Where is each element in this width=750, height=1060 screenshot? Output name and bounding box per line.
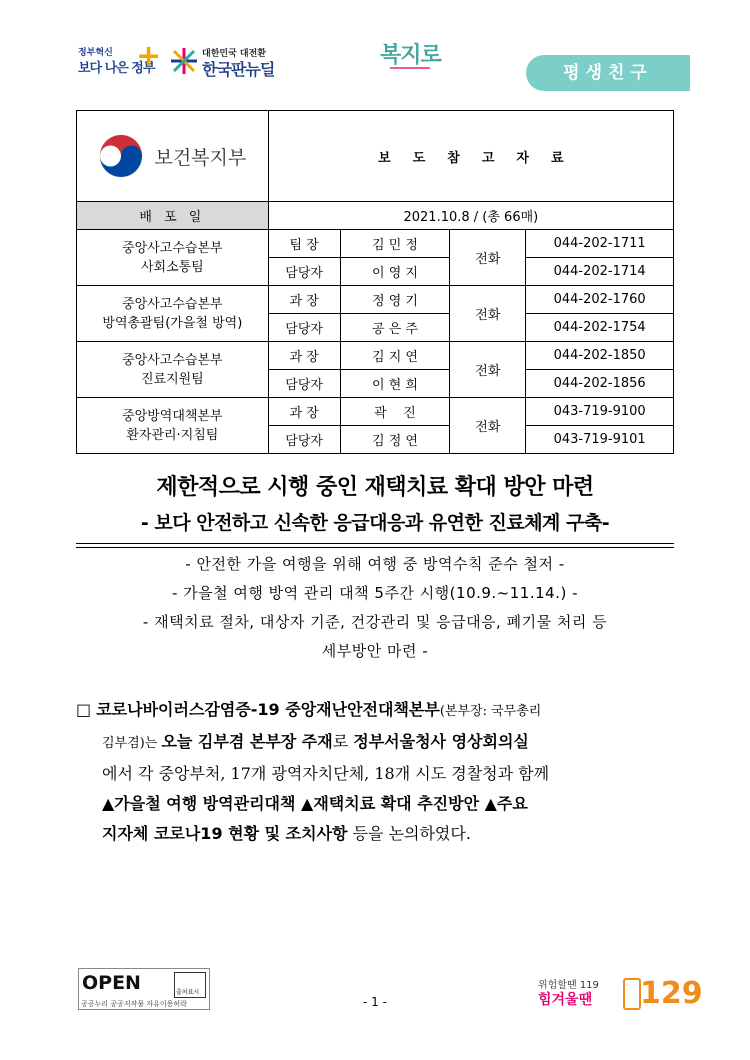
phone-label-cell: 전화: [450, 230, 526, 286]
dept-cell: [77, 342, 269, 398]
role-cell: 과 장: [268, 398, 340, 426]
role-cell: 과 장: [268, 286, 340, 314]
name-cell: 곽 진: [340, 398, 450, 426]
summary-line: - 재택치료 절차, 대상자 기준, 건강관리 및 응급대응, 폐기물 처리 등: [142, 613, 608, 631]
paragraph-line: [76, 819, 676, 849]
new-deal-logo: [170, 45, 320, 81]
phone-number-cell: 044-202-1754: [526, 314, 674, 342]
new-deal-small-text: 대한민국 대전환: [202, 49, 266, 59]
dept-cell: [77, 230, 269, 286]
ministry-logo-cell: [77, 111, 269, 202]
ministry-name: 보건복지부: [154, 146, 247, 169]
dept-line: 방역총괄팀(가을철 방역): [102, 315, 243, 331]
name-cell: 김 민 정: [340, 230, 450, 258]
summary-line: 세부방안 마련 -: [321, 642, 429, 660]
dept-cell: [77, 398, 269, 454]
dept-line: 중앙사고수습본부: [122, 240, 223, 256]
double-rule: [76, 543, 674, 548]
body-text: 코로나바이러스감염증-19 중앙재난안전대책본부: [96, 700, 440, 719]
bokjiro-text: 복지로: [380, 43, 441, 68]
body-text: (본부장: 국무총리: [439, 704, 542, 719]
name-cell: 김 지 연: [340, 342, 450, 370]
phone-label-cell: 전화: [450, 286, 526, 342]
hotline-main-text: 힘겨울땐: [538, 992, 593, 1008]
phone-icon: [623, 978, 641, 1010]
body-text: 김부겸)는: [102, 736, 162, 751]
lifelong-friend-tag: 평생친구: [526, 55, 690, 91]
gov-logo-small-text: 정부혁신: [78, 48, 113, 58]
phone-number-cell: 043-719-9101: [526, 426, 674, 454]
dept-line: 중앙사고수습본부: [122, 296, 223, 312]
release-date-value: 2021.10.8 / (총 66매): [268, 202, 673, 230]
body-text: 정부서울청사 영상회의실: [353, 732, 529, 751]
open-label: OPEN: [82, 972, 141, 994]
taegeuk-icon: [98, 133, 144, 179]
body-text: 등을 논의하였다.: [347, 824, 471, 843]
dept-cell: [77, 286, 269, 342]
phone-number-cell: 044-202-1760: [526, 286, 674, 314]
body-text: 로: [332, 732, 354, 751]
phone-label-cell: 전화: [450, 398, 526, 454]
dept-line: 중앙방역대책본부: [122, 408, 223, 424]
summary-line: - 가을철 여행 방역 관리 대책 5주간 시행(10.9.~11.14.) -: [171, 584, 578, 602]
open-caption: 공공누리 공공저작물 자유이용허락: [81, 1000, 187, 1008]
gov-innovation-logo: [78, 39, 162, 81]
name-cell: 이 현 희: [340, 370, 450, 398]
release-date-label: 배 포 일: [77, 202, 269, 230]
phone-number-cell: 044-202-1711: [526, 230, 674, 258]
role-cell: 팀 장: [268, 230, 340, 258]
body-paragraph: [76, 695, 676, 849]
dept-line: 환자관리·지침팀: [126, 427, 219, 443]
body-text: 오늘 김부겸 본부장 주재: [161, 732, 333, 751]
dept-line: 중앙사고수습본부: [122, 352, 223, 368]
phone-number-cell: 043-719-9100: [526, 398, 674, 426]
role-cell: 과 장: [268, 342, 340, 370]
phone-number-cell: 044-202-1714: [526, 258, 674, 286]
body-text: 지자체 코로나19 현황 및 조치사항: [102, 824, 348, 843]
paragraph-line: 에서 각 중앙부처, 17개 광역자치단체, 18개 시도 경찰청과 함께: [102, 764, 550, 783]
dept-line: 진료지원팀: [140, 371, 204, 387]
hotline-small-text: 위험할땐 119: [538, 980, 599, 991]
paragraph-line: ▲가을철 여행 방역관리대책 ▲재택치료 확대 추진방안 ▲주요: [102, 794, 528, 813]
name-cell: 김 정 연: [340, 426, 450, 454]
role-cell: 담당자: [268, 426, 340, 454]
gov-logo-main-text: 보다 나은 정부: [78, 61, 155, 76]
hotline-number: 129: [640, 976, 703, 1011]
attribution-text: 출처표시: [176, 989, 200, 996]
name-cell: 정 영 기: [340, 286, 450, 314]
role-cell: 담당자: [268, 314, 340, 342]
subheadline: - 보다 안전하고 신속한 응급대응과 유연한 진료체계 구축-: [140, 512, 610, 534]
name-cell: 이 영 지: [340, 258, 450, 286]
role-cell: 담당자: [268, 258, 340, 286]
phone-label-cell: 전화: [450, 342, 526, 398]
page-number: - 1 -: [363, 995, 387, 1009]
paragraph-line: [76, 727, 676, 759]
plus-icon: +: [136, 39, 162, 74]
document-title: 보도참고자료: [268, 111, 673, 202]
phone-number-cell: 044-202-1850: [526, 342, 674, 370]
headline: 제한적으로 시행 중인 재택치료 확대 방안 마련: [156, 475, 594, 500]
dept-line: 사회소통팀: [140, 259, 204, 275]
paragraph-line: [76, 695, 676, 727]
new-deal-star-icon: [170, 47, 198, 75]
phone-number-cell: 044-202-1856: [526, 370, 674, 398]
press-info-table: [76, 110, 674, 454]
summary-line: - 안전한 가을 여행을 위해 여행 중 방역수칙 준수 철저 -: [185, 555, 565, 573]
bullet-box: □: [76, 700, 92, 719]
new-deal-main-text: 한국판뉴딜: [202, 60, 275, 79]
role-cell: 담당자: [268, 370, 340, 398]
bokjiro-logo: [380, 38, 441, 69]
name-cell: 공 은 주: [340, 314, 450, 342]
